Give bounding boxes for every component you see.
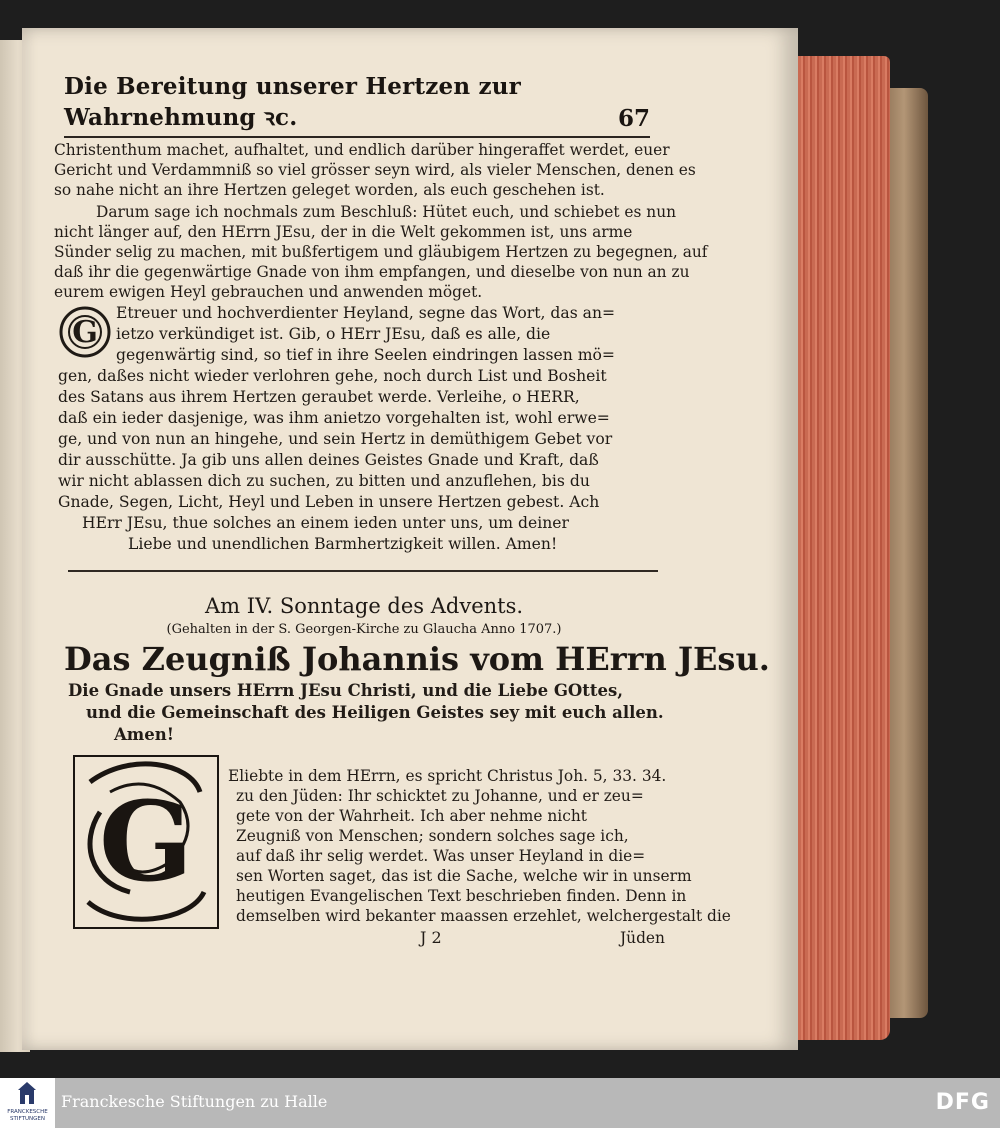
- greeting-line: Die Gnade unsers HErrn JEsu Christi, und die Liebe GOttes,: [68, 681, 624, 700]
- sermon-body-line: zu den Jüden: Ihr schicktet zu Johanne, und er zeu=: [236, 787, 644, 805]
- logo-text: STIFTUNGEN: [10, 1116, 45, 1122]
- dfg-logo[interactable]: DFG: [935, 1090, 990, 1115]
- text-line: Christenthum machet, aufhaltet, und endlich darüber hingeraffet werdet, euer: [54, 141, 670, 159]
- prayer-line: wir nicht ablassen dich zu suchen, zu bitten und anzuflehen, bis du: [58, 472, 590, 490]
- text-line: eurem ewigen Heyl gebrauchen und anwenden möget.: [54, 283, 483, 301]
- sermon-initial-ornament: [70, 752, 222, 932]
- sermon-body-line: Zeugniß von Menschen; sondern solches sage ich,: [236, 827, 629, 845]
- institution-logo[interactable]: [0, 1078, 55, 1128]
- prayer-line: Etreuer und hochverdienter Heyland, segne das Wort, das an=: [116, 304, 616, 322]
- text-line: Darum sage ich nochmals zum Beschluß: Hütet euch, und schiebet es nun: [96, 203, 677, 221]
- sermon-heading: Am IV. Sonntage des Advents.: [204, 594, 524, 618]
- sermon-subheading: (Gehalten in der S. Georgen-Kirche zu Glaucha Anno 1707.): [166, 622, 562, 637]
- prayer-line: Gnade, Segen, Licht, Heyl und Leben in unsere Hertzen gebest. Ach: [58, 493, 600, 511]
- logo-text: FRANCKESCHE: [7, 1109, 48, 1115]
- text-line: Sünder selig zu machen, mit bußfertigem und gläubigem Hertzen zu begegnen, auf: [54, 243, 708, 261]
- svg-text:G: G: [99, 777, 193, 906]
- prayer-line: HErr JEsu, thue solches an einem ieden unter uns, um deiner: [82, 514, 569, 532]
- svg-text:G: G: [72, 315, 98, 350]
- page-number: 67: [617, 105, 650, 132]
- greeting-line: Amen!: [114, 725, 174, 744]
- prayer-initial-ornament: [58, 303, 112, 361]
- prayer-line: ge, und von nun an hingehe, und sein Hertz in demüthigem Gebet vor: [58, 430, 613, 448]
- prayer-line: dir ausschütte. Ja gib uns allen deines Geistes Gnade und Kraft, daß: [58, 451, 599, 469]
- prayer-line: ietzo verkündiget ist. Gib, o HErr JEsu, daß es alle, die: [116, 325, 551, 343]
- text-line: so nahe nicht an ihre Hertzen geleget worden, als euch geschehen ist.: [54, 181, 605, 199]
- prayer-line: gen, daßes nicht wieder verlohren gehe, noch durch List und Bosheit: [58, 367, 607, 385]
- prayer-line: gegenwärtig sind, so tief in ihre Seelen eindringen lassen mö=: [116, 346, 615, 364]
- building-icon: [0, 1078, 55, 1108]
- prayer-line: Liebe und unendlichen Barmhertzigkeit willen. Amen!: [128, 535, 558, 553]
- sermon-body-line: gete von der Wahrheit. Ich aber nehme nicht: [236, 807, 587, 825]
- sermon-title: Das Zeugniß Johannis vom HErrn JEsu.: [64, 640, 770, 678]
- institution-name[interactable]: Franckesche Stiftungen zu Halle: [61, 1092, 328, 1111]
- sermon-body-line: sen Worten saget, das ist die Sache, welche wir in unserm: [236, 867, 692, 885]
- prayer-line: des Satans aus ihrem Hertzen geraubet werde. Verleihe, o HERR,: [58, 388, 580, 406]
- greeting-line: und die Gemeinschaft des Heiligen Geistes sey mit euch allen.: [86, 703, 664, 722]
- prayer-line: daß ein ieder dasjenige, was ihm anietzo vorgehalten ist, wohl erwe=: [58, 409, 610, 427]
- catchword: Jüden: [620, 929, 665, 947]
- sermon-body-line: auf daß ihr selig werdet. Was unser Heyland in die=: [236, 847, 646, 865]
- text-line: Gericht und Verdammniß so viel grösser seyn wird, als vieler Menschen, denen es: [54, 161, 696, 179]
- page-block-edge: [795, 56, 890, 1040]
- text-line: nicht länger auf, den HErrn JEsu, der in die Welt gekommen ist, uns arme: [54, 223, 633, 241]
- text-line: daß ihr die gegenwärtige Gnade von ihm empfangen, und dieselbe von nun an zu: [54, 263, 690, 281]
- sermon-body-line: heutigen Evangelischen Text beschrieben finden. Denn in: [236, 887, 687, 905]
- sermon-body-line: Eliebte in dem HErrn, es spricht Christus Joh. 5, 33. 34.: [228, 767, 667, 785]
- running-head-title: Die Bereitung unserer Hertzen zur Wahrnehmung ꝛc.: [64, 73, 521, 131]
- viewer-footer: [0, 1078, 1000, 1128]
- signature-mark: J 2: [420, 928, 442, 947]
- running-head: [64, 73, 650, 138]
- sermon-body-line: demselben wird bekanter maassen erzehlet, welchergestalt die: [236, 907, 731, 925]
- section-rule: [68, 570, 658, 572]
